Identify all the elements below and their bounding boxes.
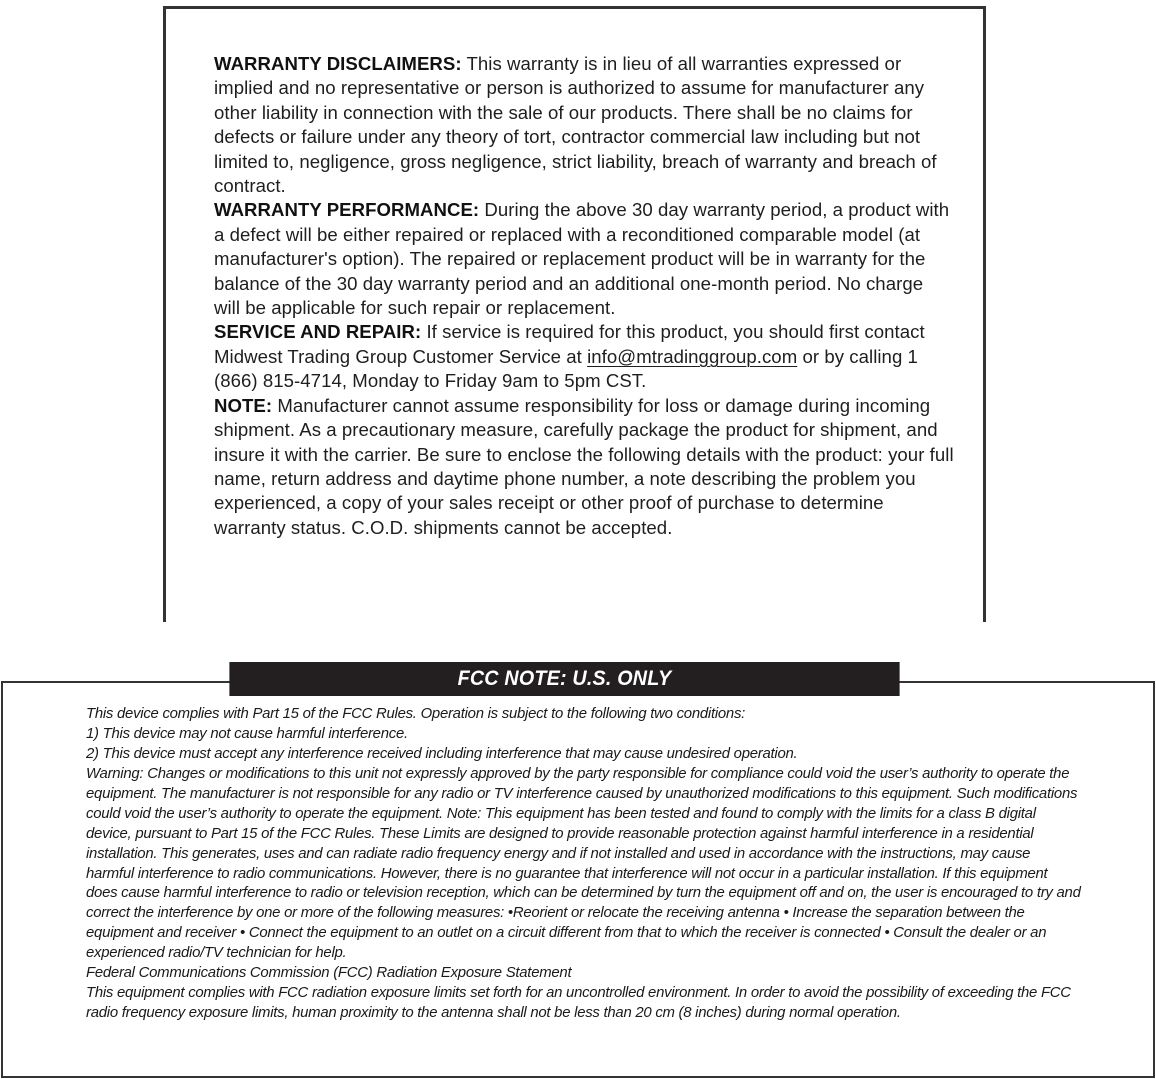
warranty-performance-heading: WARRANTY PERFORMANCE: (214, 199, 480, 221)
service-repair-text-before: If service is required for this product, you should first contact Midwest Trading Group Customer Service at (214, 321, 925, 367)
warranty-performance-text: During the above 30 day warranty period, a product with a defect will be either repaired or replaced with a reconditioned comparable model (at manufacturer's option). The repaired or replacement product will be in warranty for the balance of the 30 day warranty period and an additional one-month period. No charge will be applicable for such repair or replacement. (214, 199, 950, 319)
warranty-panel (163, 6, 986, 622)
fcc-compliance-line: This device complies with Part 15 of the FCC Rules. Operation is subject to the following two conditions: (86, 706, 746, 722)
fcc-text-block (86, 705, 1081, 1024)
service-repair-heading: SERVICE AND REPAIR: (214, 321, 422, 343)
shipping-note-heading: NOTE: (214, 394, 273, 416)
fcc-warning-paragraph: Warning: Changes or modifications to this unit not expressly approved by the party responsible for compliance could void the user’s authority to operate the equipment. The manufacturer is not responsible for any radio or TV interference caused by unauthorized modifications to this equipment. Such modifications could void the user’s authority to operate the equipment. Note: This equipment has been tested and found to comply with the limits for a class B digital device, pursuant to Part 15 of the FCC Rules. These Limits are designed to provide reasonable protection against harmful interference in a residential installation. This generates, uses and can radiate radio frequency energy and if not installed and used in accordance with the instructions, may cause harmful interference to radio communications. However, there is no guarantee that interference will not occur in a particular installation. If this equipment does cause harmful interference to radio or television reception, which can be determined by turn the equipment off and on, the user is encouraged to try and correct the interference by one or more of the following measures: •Reorient or relocate the receiving antenna • Increase the separation between the equipment and receiver • Connect the equipment to an outlet on a circuit different from that to which the receiver is connected • Consult the dealer or an experienced radio/TV technician for help. (86, 765, 1081, 962)
shipping-note-paragraph (214, 394, 954, 540)
shipping-note-text: Manufacturer cannot assume responsibility for loss or damage during incoming shipment. As a precautionary measure, carefully package the product for shipment, and insure it with the carrier. Be sure to enclose the following details with the product: your full name, return address and daytime phone number, a note describing the problem you experienced, a copy of your sales receipt or other proof of purchase to determine warranty status. C.O.D. shipments cannot be accepted. (214, 394, 954, 538)
warranty-disclaimers-text: This warranty is in lieu of all warranties expressed or implied and no representative or person is authorized to assume for manufacturer any other liability in connection with the sale of our products. There shall be no claims for defects or failure under any theory of tort, contractor commercial law including but not limited to, negligence, gross negligence, strict liability, breach of warranty and breach of contract. (214, 53, 937, 197)
warranty-performance-paragraph (214, 198, 954, 320)
fcc-condition-2: 2) This device must accept any interference received including interference that may cause undesired operation. (86, 745, 798, 762)
warranty-disclaimers-heading: WARRANTY DISCLAIMERS: (214, 53, 462, 74)
service-email-link[interactable]: info@mtradinggroup.com (587, 345, 798, 367)
fcc-heading-banner: FCC NOTE: U.S. ONLY (229, 662, 899, 696)
fcc-condition-1: 1) This device may not cause harmful interference. (86, 725, 408, 742)
fcc-radiation-title: Federal Communications Commission (FCC) Radiation Exposure Statement (86, 965, 572, 982)
service-repair-text-after: or by calling 1 (866) 815-4714, Monday to Friday 9am to 5pm CST. (214, 345, 918, 392)
fcc-radiation-paragraph: This equipment complies with FCC radiation exposure limits set forth for an uncontrolled environment. In order to avoid the possibility of exceeding the FCC radio frequency exposure limits, human proximity to the antenna shall not be less than 20 cm (8 inches) during normal operation. (86, 985, 1071, 1022)
service-repair-paragraph (214, 320, 954, 393)
warranty-text-block (214, 52, 954, 540)
warranty-disclaimers-paragraph (214, 52, 954, 198)
